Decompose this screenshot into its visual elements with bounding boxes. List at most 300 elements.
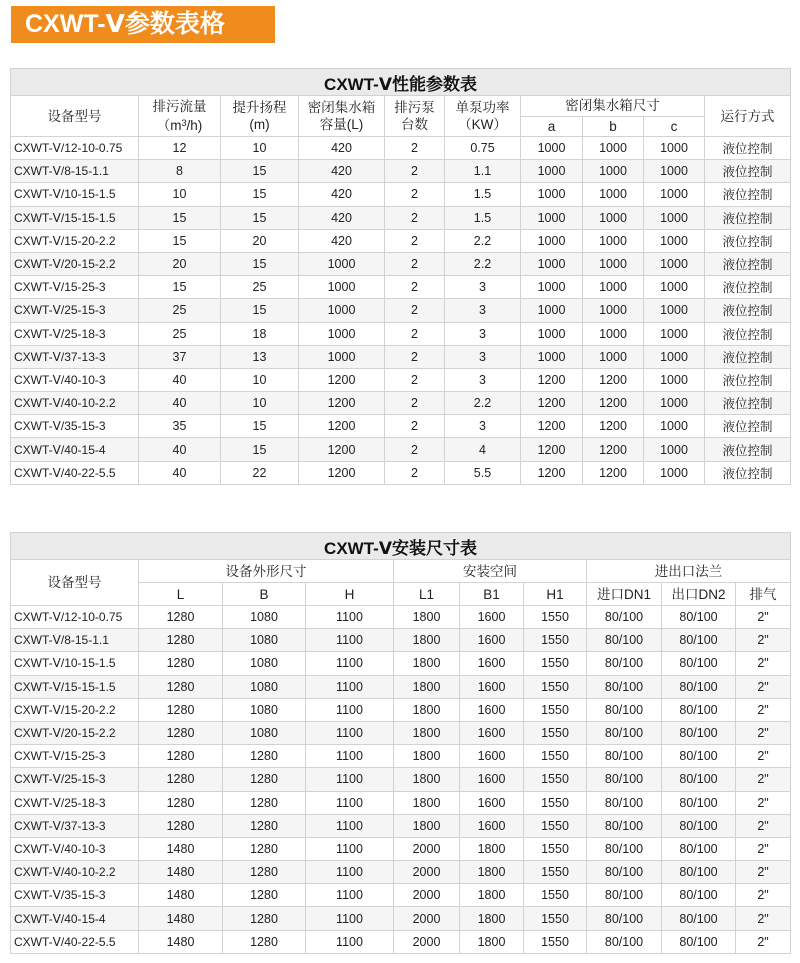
value-cell: 1550 [524, 721, 587, 744]
value-cell: 1100 [306, 861, 394, 884]
value-cell: 80/100 [587, 721, 662, 744]
value-cell: 80/100 [662, 907, 736, 930]
value-cell: 1100 [306, 698, 394, 721]
header-power-label: 单泵功率 [455, 100, 510, 115]
value-cell: 2000 [394, 861, 460, 884]
value-cell: 液位控制 [705, 252, 791, 275]
value-cell: 液位控制 [705, 206, 791, 229]
value-cell: 1000 [521, 229, 583, 252]
value-cell: 3 [445, 345, 521, 368]
model-cell: CXWT-Ⅴ/35-15-3 [11, 884, 139, 907]
value-cell: 1280 [139, 606, 223, 629]
value-cell: 80/100 [587, 814, 662, 837]
value-cell: 1800 [394, 629, 460, 652]
installation-table-title: CXWT-Ⅴ安装尺寸表 [11, 533, 791, 560]
value-cell: 1480 [139, 884, 223, 907]
value-cell: 1480 [139, 907, 223, 930]
value-cell: 1280 [223, 768, 306, 791]
header-head [221, 96, 299, 137]
model-cell: CXWT-Ⅴ/25-18-3 [11, 322, 139, 345]
value-cell: 10 [139, 183, 221, 206]
table-row [11, 299, 791, 322]
table-row [11, 252, 791, 275]
value-cell: 2" [736, 721, 791, 744]
value-cell: 1000 [644, 160, 705, 183]
header-tank-label: 密闭集水箱 [307, 100, 376, 115]
value-cell: 1200 [521, 415, 583, 438]
value-cell: 1280 [139, 652, 223, 675]
value-cell: 2" [736, 675, 791, 698]
model-cell: CXWT-Ⅴ/40-15-4 [11, 438, 139, 461]
value-cell: 1100 [306, 791, 394, 814]
flow-unit-pre: （m [156, 118, 182, 133]
value-cell: 1000 [583, 137, 644, 160]
value-cell: 2 [385, 252, 445, 275]
header-L: L [139, 583, 223, 606]
value-cell: 2" [736, 606, 791, 629]
value-cell: 1000 [521, 345, 583, 368]
value-cell: 1080 [223, 652, 306, 675]
value-cell: 1280 [139, 768, 223, 791]
value-cell: 1200 [583, 368, 644, 391]
value-cell: 1550 [524, 814, 587, 837]
value-cell: 1600 [460, 629, 524, 652]
header-outlet: 出口DN2 [662, 583, 736, 606]
value-cell: 1080 [223, 721, 306, 744]
value-cell: 80/100 [587, 675, 662, 698]
value-cell: 1280 [223, 907, 306, 930]
value-cell: 2.2 [445, 252, 521, 275]
header-outer: 设备外形尺寸 [139, 560, 394, 583]
value-cell: 1280 [139, 675, 223, 698]
value-cell: 1800 [460, 861, 524, 884]
header-head-unit: (m) [249, 117, 270, 132]
value-cell: 80/100 [587, 768, 662, 791]
table-row [11, 721, 791, 744]
table-row [11, 461, 791, 484]
value-cell: 2 [385, 368, 445, 391]
value-cell: 2" [736, 698, 791, 721]
table-row [11, 322, 791, 345]
value-cell: 1000 [644, 392, 705, 415]
header-tank [299, 96, 385, 137]
model-cell: CXWT-Ⅴ/25-18-3 [11, 791, 139, 814]
value-cell: 1200 [521, 392, 583, 415]
value-cell: 1280 [139, 814, 223, 837]
value-cell: 1000 [583, 322, 644, 345]
value-cell: 1280 [139, 745, 223, 768]
header-pumps [385, 96, 445, 137]
value-cell: 80/100 [662, 652, 736, 675]
model-cell: CXWT-Ⅴ/25-15-3 [11, 768, 139, 791]
value-cell: 20 [221, 229, 299, 252]
value-cell: 35 [139, 415, 221, 438]
table-row [11, 629, 791, 652]
value-cell: 1280 [223, 837, 306, 860]
header-model: 设备型号 [11, 96, 139, 137]
value-cell: 80/100 [587, 652, 662, 675]
table-row [11, 907, 791, 930]
value-cell: 2" [736, 884, 791, 907]
table-row [11, 606, 791, 629]
value-cell: 1100 [306, 606, 394, 629]
value-cell: 液位控制 [705, 299, 791, 322]
value-cell: 液位控制 [705, 438, 791, 461]
value-cell: 1000 [583, 183, 644, 206]
value-cell: 80/100 [587, 907, 662, 930]
value-cell: 1550 [524, 791, 587, 814]
value-cell: 15 [221, 438, 299, 461]
value-cell: 液位控制 [705, 276, 791, 299]
value-cell: 4 [445, 438, 521, 461]
header-pumps-label: 排污泵 [394, 100, 435, 115]
table-row [11, 183, 791, 206]
model-cell: CXWT-Ⅴ/10-15-1.5 [11, 652, 139, 675]
header-pumps-unit: 台数 [401, 117, 428, 132]
model-cell: CXWT-Ⅴ/15-15-1.5 [11, 206, 139, 229]
header-b: b [583, 116, 644, 137]
value-cell: 1550 [524, 606, 587, 629]
value-cell: 3 [445, 368, 521, 391]
value-cell: 1480 [139, 930, 223, 953]
model-cell: CXWT-Ⅴ/20-15-2.2 [11, 721, 139, 744]
header-power-unit: （KW） [458, 117, 507, 132]
value-cell: 2000 [394, 884, 460, 907]
value-cell: 1100 [306, 907, 394, 930]
value-cell: 2 [385, 276, 445, 299]
value-cell: 1080 [223, 698, 306, 721]
header-inlet: 进口DN1 [587, 583, 662, 606]
value-cell: 1000 [299, 252, 385, 275]
value-cell: 1000 [583, 276, 644, 299]
model-cell: CXWT-Ⅴ/15-20-2.2 [11, 698, 139, 721]
value-cell: 1280 [139, 629, 223, 652]
model-cell: CXWT-Ⅴ/12-10-0.75 [11, 606, 139, 629]
value-cell: 1600 [460, 745, 524, 768]
table-row [11, 276, 791, 299]
value-cell: 1000 [644, 299, 705, 322]
value-cell: 1600 [460, 721, 524, 744]
table-row [11, 652, 791, 675]
value-cell: 1000 [644, 206, 705, 229]
value-cell: 液位控制 [705, 137, 791, 160]
value-cell: 2" [736, 907, 791, 930]
value-cell: 420 [299, 206, 385, 229]
value-cell: 80/100 [662, 745, 736, 768]
value-cell: 1000 [299, 276, 385, 299]
value-cell: 80/100 [662, 930, 736, 953]
header-head-label: 提升扬程 [232, 100, 287, 115]
value-cell: 1800 [394, 814, 460, 837]
model-cell: CXWT-Ⅴ/40-10-3 [11, 837, 139, 860]
value-cell: 2 [385, 322, 445, 345]
flow-unit-post: /h) [186, 118, 203, 133]
value-cell: 1.1 [445, 160, 521, 183]
value-cell: 液位控制 [705, 160, 791, 183]
value-cell: 1000 [583, 206, 644, 229]
value-cell: 3 [445, 276, 521, 299]
value-cell: 1480 [139, 861, 223, 884]
value-cell: 2" [736, 652, 791, 675]
value-cell: 40 [139, 438, 221, 461]
value-cell: 0.75 [445, 137, 521, 160]
value-cell: 1550 [524, 652, 587, 675]
model-cell: CXWT-Ⅴ/40-22-5.5 [11, 930, 139, 953]
value-cell: 1550 [524, 698, 587, 721]
value-cell: 液位控制 [705, 322, 791, 345]
value-cell: 1100 [306, 884, 394, 907]
header-tank-unit: 容量(L) [319, 117, 364, 132]
model-cell: CXWT-Ⅴ/8-15-1.1 [11, 629, 139, 652]
value-cell: 8 [139, 160, 221, 183]
model-cell: CXWT-Ⅴ/12-10-0.75 [11, 137, 139, 160]
value-cell: 15 [221, 183, 299, 206]
value-cell: 液位控制 [705, 229, 791, 252]
value-cell: 80/100 [587, 745, 662, 768]
model-cell: CXWT-Ⅴ/8-15-1.1 [11, 160, 139, 183]
flow-unit-sup: 3 [181, 118, 187, 128]
value-cell: 1800 [394, 606, 460, 629]
value-cell: 1100 [306, 629, 394, 652]
value-cell: 1000 [521, 160, 583, 183]
header-flow [139, 96, 221, 137]
value-cell: 1000 [644, 276, 705, 299]
value-cell: 1200 [299, 392, 385, 415]
header-a: a [521, 116, 583, 137]
value-cell: 1550 [524, 861, 587, 884]
value-cell: 1200 [521, 368, 583, 391]
value-cell: 1.5 [445, 206, 521, 229]
value-cell: 1000 [644, 345, 705, 368]
value-cell: 80/100 [662, 837, 736, 860]
value-cell: 1800 [394, 768, 460, 791]
value-cell: 40 [139, 368, 221, 391]
value-cell: 1600 [460, 606, 524, 629]
model-cell: CXWT-Ⅴ/15-20-2.2 [11, 229, 139, 252]
model-cell: CXWT-Ⅴ/37-13-3 [11, 814, 139, 837]
header-dims: 密闭集水箱尺寸 [521, 96, 705, 117]
value-cell: 1000 [521, 276, 583, 299]
value-cell: 1000 [521, 137, 583, 160]
value-cell: 1200 [583, 415, 644, 438]
value-cell: 2 [385, 183, 445, 206]
value-cell: 1000 [521, 299, 583, 322]
value-cell: 1100 [306, 930, 394, 953]
value-cell: 25 [139, 299, 221, 322]
value-cell: 1000 [299, 345, 385, 368]
header-vent: 排气 [736, 583, 791, 606]
value-cell: 25 [139, 322, 221, 345]
value-cell: 80/100 [662, 606, 736, 629]
value-cell: 80/100 [662, 768, 736, 791]
value-cell: 2" [736, 745, 791, 768]
table-row [11, 368, 791, 391]
value-cell: 1000 [299, 322, 385, 345]
value-cell: 2 [385, 206, 445, 229]
value-cell: 1550 [524, 930, 587, 953]
value-cell: 1200 [299, 415, 385, 438]
header-mode: 运行方式 [705, 96, 791, 137]
value-cell: 5.5 [445, 461, 521, 484]
header-flow-label: 排污流量 [152, 99, 207, 114]
value-cell: 1280 [223, 861, 306, 884]
value-cell: 2000 [394, 907, 460, 930]
value-cell: 1800 [460, 930, 524, 953]
table-row [11, 745, 791, 768]
value-cell: 液位控制 [705, 345, 791, 368]
value-cell: 1000 [521, 252, 583, 275]
value-cell: 1000 [521, 206, 583, 229]
value-cell: 420 [299, 137, 385, 160]
value-cell: 2" [736, 930, 791, 953]
value-cell: 1200 [299, 368, 385, 391]
model-cell: CXWT-Ⅴ/25-15-3 [11, 299, 139, 322]
value-cell: 1000 [644, 252, 705, 275]
value-cell: 80/100 [587, 861, 662, 884]
table-row [11, 206, 791, 229]
value-cell: 2 [385, 299, 445, 322]
table-row [11, 345, 791, 368]
value-cell: 2 [385, 461, 445, 484]
value-cell: 1080 [223, 675, 306, 698]
value-cell: 1200 [521, 438, 583, 461]
model-cell: CXWT-Ⅴ/10-15-1.5 [11, 183, 139, 206]
value-cell: 1100 [306, 745, 394, 768]
value-cell: 1100 [306, 768, 394, 791]
model-cell: CXWT-Ⅴ/40-15-4 [11, 907, 139, 930]
header-power [445, 96, 521, 137]
value-cell: 1000 [644, 461, 705, 484]
value-cell: 1800 [394, 791, 460, 814]
value-cell: 1800 [460, 907, 524, 930]
value-cell: 2" [736, 861, 791, 884]
value-cell: 80/100 [662, 721, 736, 744]
value-cell: 10 [221, 392, 299, 415]
value-cell: 1280 [223, 814, 306, 837]
value-cell: 15 [221, 252, 299, 275]
value-cell: 2" [736, 837, 791, 860]
value-cell: 1600 [460, 768, 524, 791]
value-cell: 2 [385, 392, 445, 415]
header-H: H [306, 583, 394, 606]
value-cell: 1000 [521, 322, 583, 345]
table-row [11, 392, 791, 415]
value-cell: 37 [139, 345, 221, 368]
value-cell: 液位控制 [705, 415, 791, 438]
value-cell: 15 [139, 276, 221, 299]
value-cell: 1100 [306, 837, 394, 860]
header-L1: L1 [394, 583, 460, 606]
value-cell: 1600 [460, 698, 524, 721]
installation-table [10, 532, 791, 954]
value-cell: 1100 [306, 814, 394, 837]
value-cell: 1000 [583, 345, 644, 368]
value-cell: 1550 [524, 884, 587, 907]
value-cell: 1550 [524, 907, 587, 930]
model-cell: CXWT-Ⅴ/35-15-3 [11, 415, 139, 438]
value-cell: 2000 [394, 930, 460, 953]
value-cell: 1000 [644, 137, 705, 160]
value-cell: 1600 [460, 675, 524, 698]
table-row [11, 229, 791, 252]
table-row [11, 791, 791, 814]
header-space: 安装空间 [394, 560, 587, 583]
value-cell: 1280 [223, 745, 306, 768]
value-cell: 2 [385, 160, 445, 183]
value-cell: 1000 [644, 183, 705, 206]
value-cell: 1800 [394, 675, 460, 698]
value-cell: 2 [385, 345, 445, 368]
value-cell: 1000 [583, 160, 644, 183]
value-cell: 1200 [583, 438, 644, 461]
value-cell: 1550 [524, 745, 587, 768]
value-cell: 15 [221, 299, 299, 322]
performance-table-title: CXWT-Ⅴ性能参数表 [11, 69, 791, 96]
value-cell: 80/100 [587, 930, 662, 953]
value-cell: 1200 [521, 461, 583, 484]
value-cell: 80/100 [587, 629, 662, 652]
table-row [11, 814, 791, 837]
value-cell: 1800 [394, 745, 460, 768]
value-cell: 2" [736, 814, 791, 837]
value-cell: 1600 [460, 814, 524, 837]
model-cell: CXWT-Ⅴ/40-10-2.2 [11, 861, 139, 884]
header-B1: B1 [460, 583, 524, 606]
value-cell: 80/100 [587, 698, 662, 721]
value-cell: 1800 [394, 698, 460, 721]
value-cell: 1280 [223, 884, 306, 907]
value-cell: 10 [221, 368, 299, 391]
value-cell: 2" [736, 768, 791, 791]
value-cell: 80/100 [662, 791, 736, 814]
value-cell: 2 [385, 137, 445, 160]
value-cell: 13 [221, 345, 299, 368]
value-cell: 2" [736, 791, 791, 814]
value-cell: 420 [299, 183, 385, 206]
value-cell: 1800 [394, 652, 460, 675]
value-cell: 10 [221, 137, 299, 160]
value-cell: 1000 [583, 299, 644, 322]
value-cell: 1200 [583, 461, 644, 484]
value-cell: 1280 [139, 698, 223, 721]
value-cell: 2000 [394, 837, 460, 860]
value-cell: 1550 [524, 768, 587, 791]
value-cell: 1800 [460, 837, 524, 860]
value-cell: 1280 [223, 791, 306, 814]
value-cell: 液位控制 [705, 461, 791, 484]
page-banner: CXWT-Ⅴ参数表格 [11, 6, 275, 43]
value-cell: 15 [221, 206, 299, 229]
value-cell: 1000 [644, 368, 705, 391]
header-B: B [223, 583, 306, 606]
value-cell: 1000 [644, 415, 705, 438]
value-cell: 1000 [644, 322, 705, 345]
value-cell: 80/100 [662, 675, 736, 698]
value-cell: 20 [139, 252, 221, 275]
model-cell: CXWT-Ⅴ/20-15-2.2 [11, 252, 139, 275]
value-cell: 80/100 [662, 814, 736, 837]
value-cell: 1550 [524, 837, 587, 860]
model-cell: CXWT-Ⅴ/15-25-3 [11, 745, 139, 768]
value-cell: 80/100 [662, 629, 736, 652]
table-row [11, 698, 791, 721]
value-cell: 80/100 [662, 698, 736, 721]
value-cell: 1600 [460, 791, 524, 814]
value-cell: 1000 [521, 183, 583, 206]
value-cell: 1280 [139, 791, 223, 814]
value-cell: 液位控制 [705, 368, 791, 391]
value-cell: 1550 [524, 629, 587, 652]
